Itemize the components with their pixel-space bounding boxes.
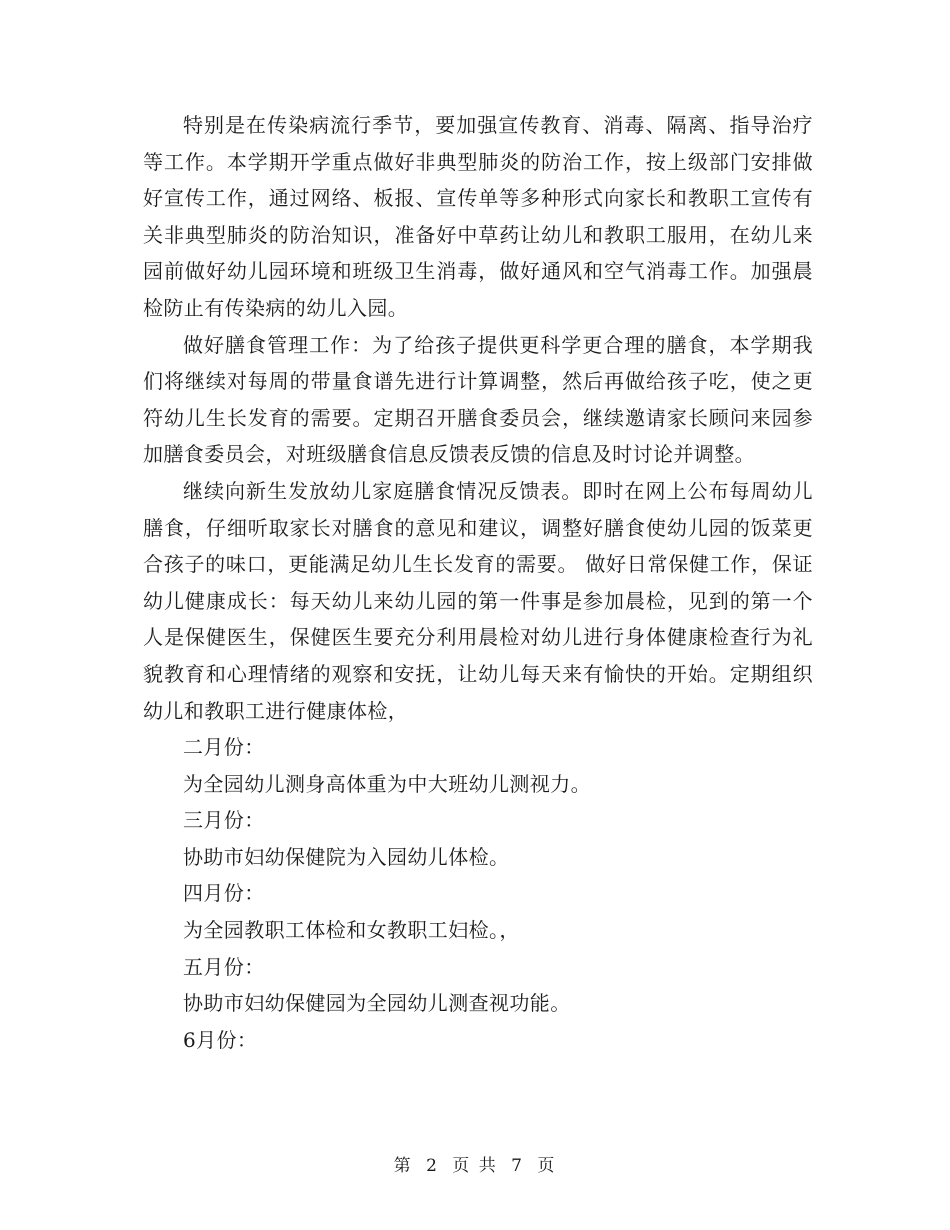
month-item-may: 协助市妇幼保健园为全园幼儿测查视功能。 xyxy=(183,991,571,1016)
document-body xyxy=(143,107,813,1058)
month-heading-march: 三月份： xyxy=(183,808,265,833)
footer-suffix: 页 xyxy=(537,1156,557,1176)
month-heading-february: 二月份： xyxy=(183,735,265,760)
month-heading-april: 四月份： xyxy=(183,881,265,906)
month-item-february: 为全园幼儿测身高体重为中大班幼儿测视力。 xyxy=(183,771,591,796)
page-footer xyxy=(0,1151,950,1176)
paragraph-health-care: 继续向新生发放幼儿家庭膳食情况反馈表。即时在网上公布每周幼儿膳食，仔细听取家长对膳食的意见和建议，调整好膳食使幼儿园的饭菜更合孩子的味口，更能满足幼儿生长发育的需要。 做好日常保健工作，保证幼儿健康成长：每天幼儿来幼儿园的第一件事是参加晨检，见到的第一个人是保健医生，保健医生要充分利用晨检对幼儿进行身体健康检查行为礼貌教育和心理情绪的观察和安抚，让幼儿每天来有愉快的开始。定期组织幼儿和教职工进行健康体检， xyxy=(143,478,813,723)
footer-total-pages: 7 xyxy=(511,1156,524,1176)
paragraph-infectious-disease: 特别是在传染病流行季节，要加强宣传教育、消毒、隔离、指导治疗等工作。本学期开学重点做好非典型肺炎的防治工作，按上级部门安排做好宣传工作，通过网络、板报、宣传单等多种形式向家长和教职工宣传有关非典型肺炎的防治知识，准备好中草药让幼儿和教职工服用，在幼儿来园前做好幼儿园环境和班级卫生消毒，做好通风和空气消毒工作。加强晨检防止有传染病的幼儿入园。 xyxy=(143,113,813,320)
footer-middle: 页 共 xyxy=(452,1156,498,1176)
footer-page-number: 2 xyxy=(426,1156,439,1176)
footer-prefix: 第 xyxy=(393,1156,413,1176)
month-item-april: 为全园教职工体检和女教职工妇检。， xyxy=(183,918,520,943)
month-heading-may: 五月份： xyxy=(183,954,265,979)
month-item-march: 协助市妇幼保健院为入园幼儿体检。 xyxy=(183,844,510,869)
month-heading-june: 6月份： xyxy=(183,1027,258,1052)
paragraph-diet-management: 做好膳食管理工作：为了给孩子提供更科学更合理的膳食，本学期我们将继续对每周的带量食谱先进行计算调整，然后再做给孩子吃，使之更符幼儿生长发育的需要。定期召开膳食委员会，继续邀请家长顾问来园参加膳食委员会，对班级膳食信息反馈表反馈的信息及时讨论并调整。 xyxy=(143,332,813,467)
